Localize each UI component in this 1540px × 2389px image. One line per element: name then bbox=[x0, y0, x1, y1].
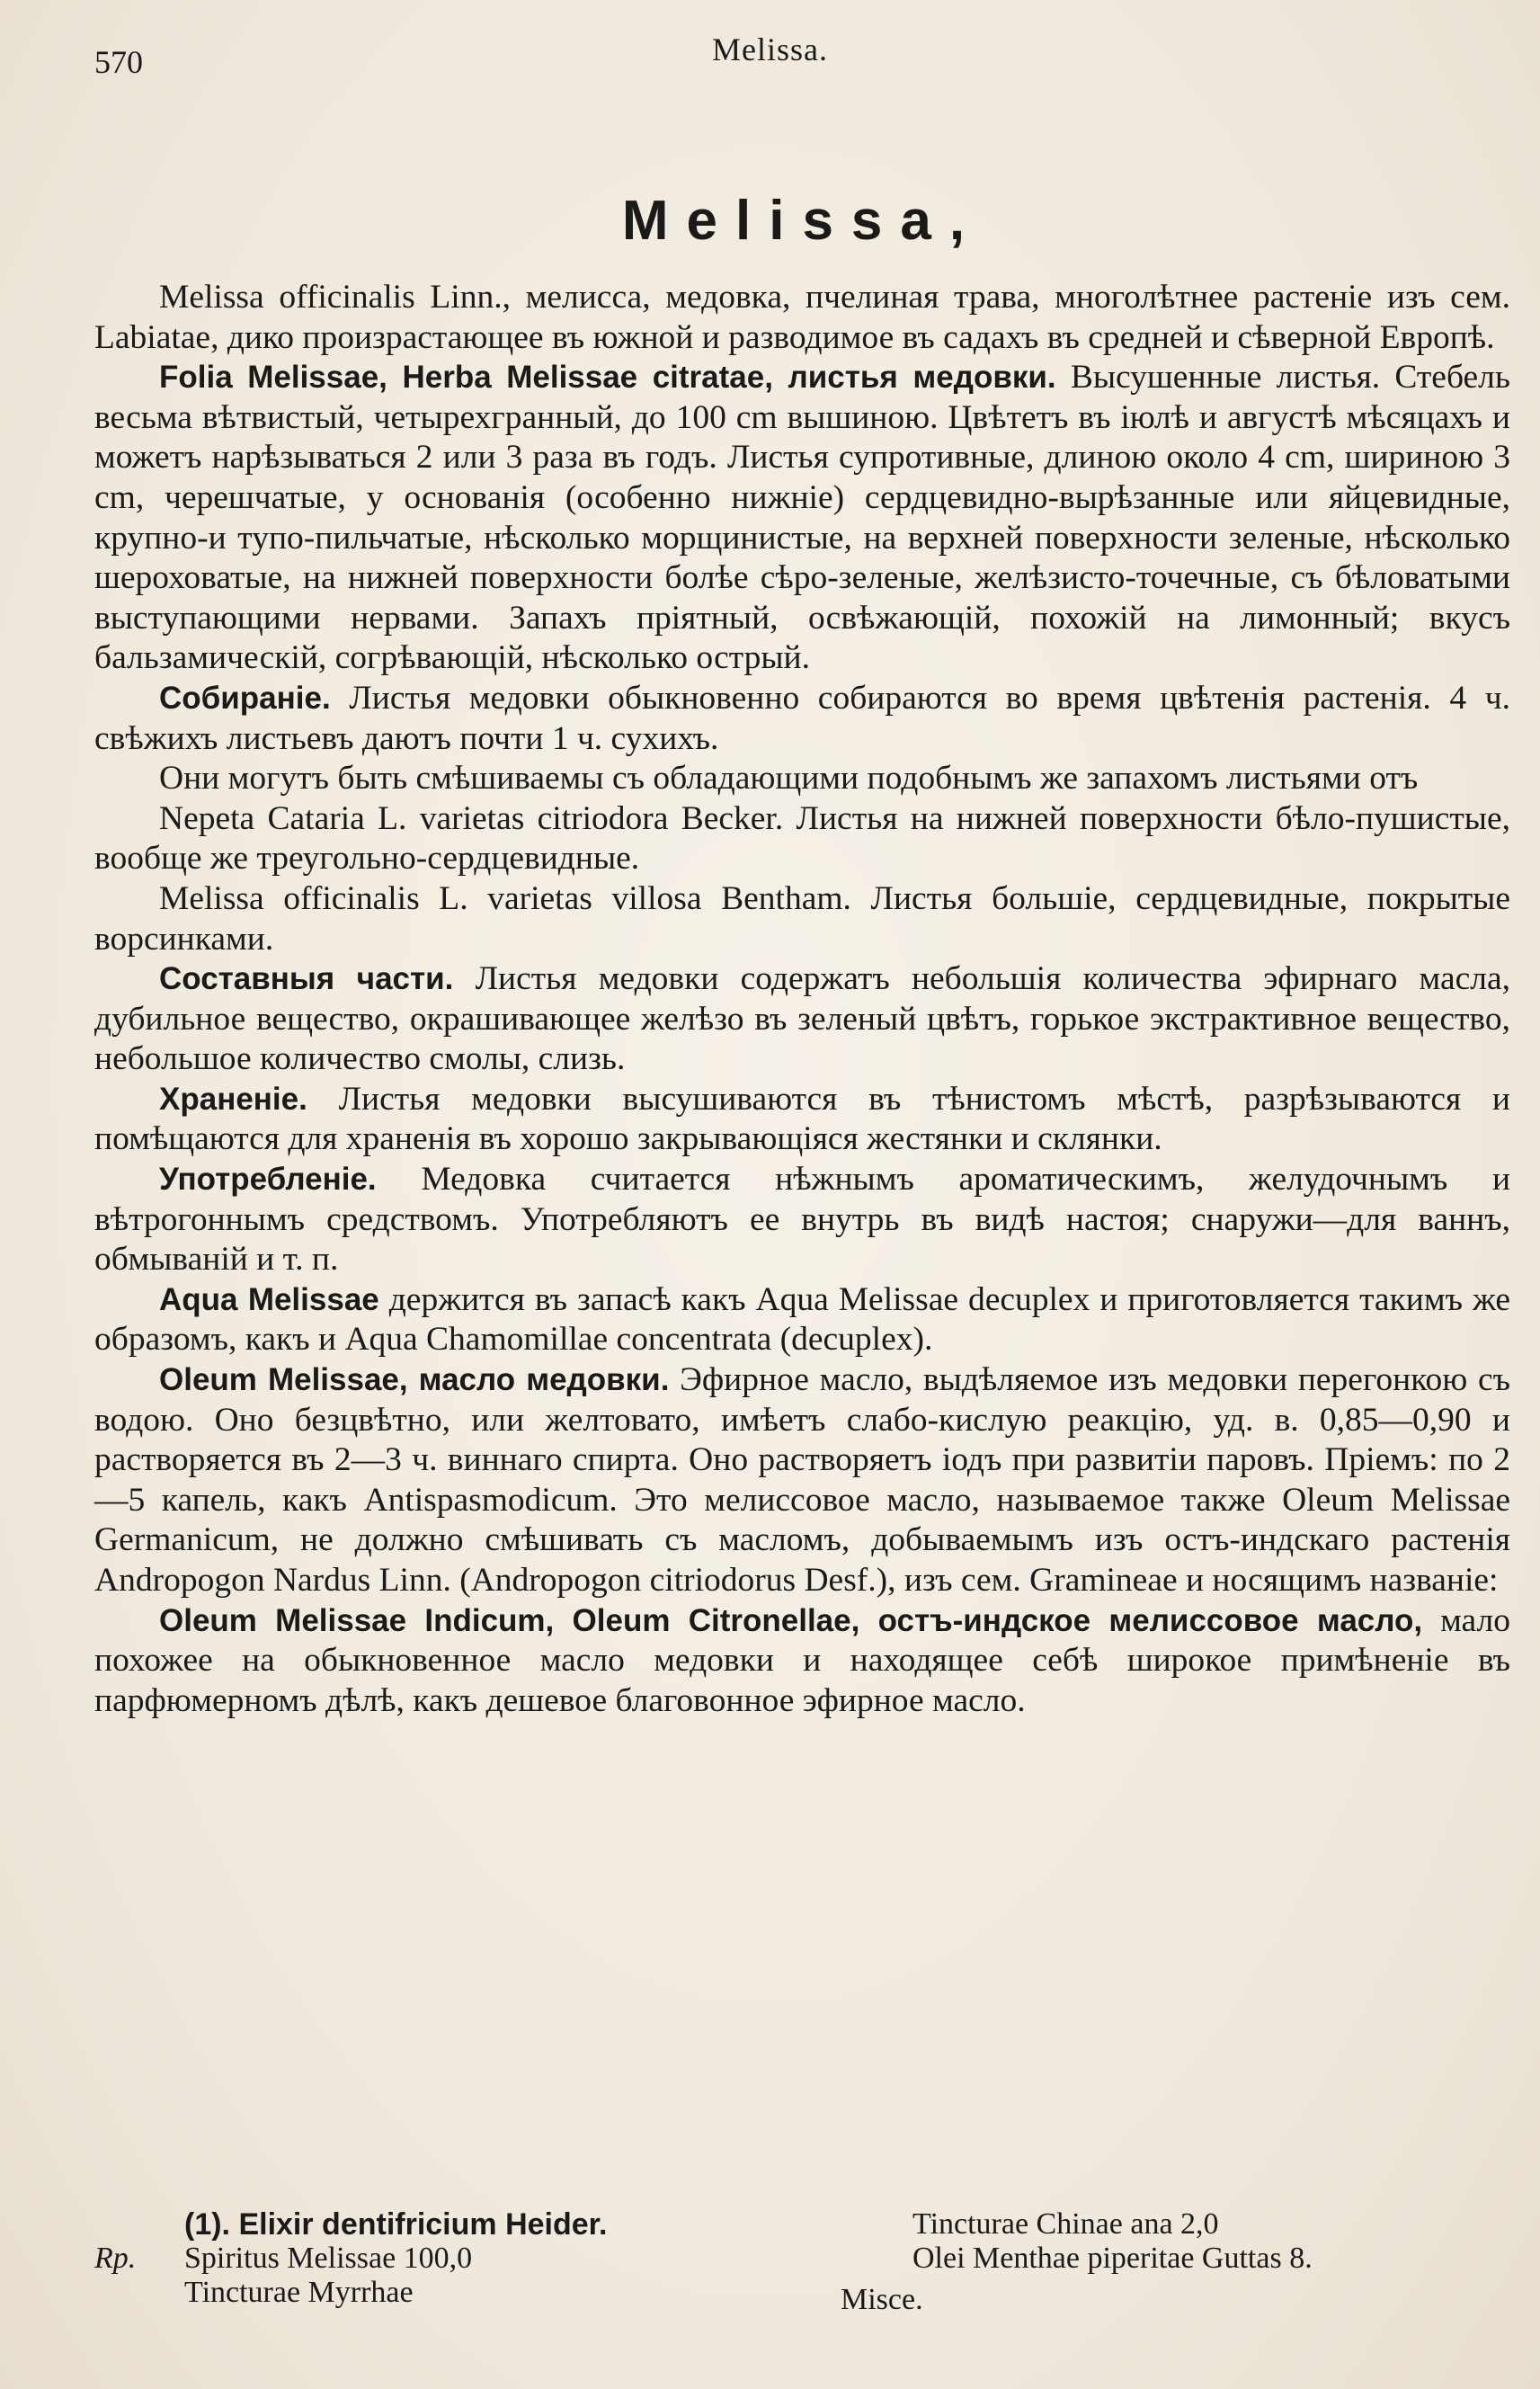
recipe-ingredient: Spiritus Melissae 100,0 bbox=[184, 2242, 473, 2275]
paragraph-text: Эфирное масло, выдѣляемое изъ медовки перегонкою съ водою. Оно безцвѣтно, или желтовато, имѣетъ слабо-кислую реакцію, уд. в. 0,85—0,90 и растворяется въ 2—3 ч. виннаго спирта. Оно растворяетъ іодъ при развитіи паровъ. Пріемъ: по 2—5 капель, какъ Antispasmodicum. Это мелиссовое масло, называемое также Oleum Melissae Germanicum, не должно смѣшивать съ масломъ, добываемымъ изъ остъ-индскаго растенія Andropogon Nardus Linn. (Andropogon citriodorus Desf.), изъ сем. Gramineae и носящимъ названіе: bbox=[94, 1361, 1511, 1599]
paragraph-text: Листья медовки обыкновенно собираются во время цвѣтенія растенія. 4 ч. свѣжихъ листьевъ даютъ почти 1 ч. сухихъ. bbox=[94, 679, 1510, 757]
paragraph-lead: Употребленіе. bbox=[159, 1162, 377, 1198]
recipe-ingredient: Tincturae Chinae ana 2,0 bbox=[912, 2207, 1219, 2241]
paragraph-oleum-indicum bbox=[94, 1601, 1510, 1722]
paragraph-nepeta bbox=[94, 799, 1510, 879]
paragraph-text: мало похожее на обыкновенное масло медовки и находящее себѣ широкое примѣненіе въ парфюмерномъ дѣлѣ, какъ дешевое благовонное эфирное масло. bbox=[94, 1601, 1510, 1719]
rp-label: Rp. bbox=[94, 2242, 137, 2275]
paragraph-constituents bbox=[94, 959, 1510, 1080]
paragraph-text: Они могутъ быть смѣшиваемы съ обладающими подобнымъ же запахомъ листьями отъ bbox=[159, 760, 1419, 798]
paragraph-intro bbox=[94, 278, 1510, 358]
paragraph-text: Листья медовки высушиваются въ тѣнистомъ мѣстѣ, разрѣзываются и помѣщаются для храненія въ хорошо закрывающіяся жестянки и склянки. bbox=[94, 1080, 1510, 1158]
paragraph-lead: Oleum Melissae, масло медовки. bbox=[159, 1362, 670, 1398]
paragraph-aqua bbox=[94, 1280, 1510, 1360]
recipe-misce: Misce. bbox=[841, 2283, 923, 2316]
recipe-footnote bbox=[94, 2207, 1510, 2324]
paragraph-confusion bbox=[94, 759, 1510, 799]
article-title: Melissa, bbox=[621, 190, 984, 252]
recipe-ingredient: Tincturae Myrrhae bbox=[184, 2276, 414, 2309]
paragraph-lead: Aqua Melissae bbox=[159, 1281, 379, 1317]
paragraph-text: Листья медовки содержатъ небольшія количества эфирнаго масла, дубильное вещество, окрашивающее желѣзо въ зеленый цвѣтъ, горькое экстрактивное вещество, небольшое количество смолы, слизь. bbox=[94, 960, 1511, 1078]
paragraph-collection bbox=[94, 679, 1510, 759]
paragraph-lead: Храненіе. bbox=[159, 1081, 307, 1117]
paragraph-text: Медовка считается нѣжнымъ ароматическимъ, желудочнымъ и вѣтрогоннымъ средствомъ. Употребляютъ ее внутрь въ видѣ настоя; снаружи—для ваннъ, обмываній и т. п. bbox=[94, 1161, 1511, 1279]
paragraph-lead: Собираніе. bbox=[159, 680, 331, 716]
paragraph-text: Melissa officinalis Linn., мелисса, медовка, пчелиная трава, многолѣтнее растеніе изъ сем. Labiatae, дико произрастающее въ южной и разводимое въ садахъ въ средней и сѣверной Европѣ. bbox=[94, 279, 1510, 356]
paragraph-text: держится въ запасѣ какъ Aqua Melissae decuplex и приготовляется такимъ же образомъ, какъ и Aqua Chamomillae concentrata (decuplex). bbox=[94, 1280, 1511, 1359]
paragraph-lead: Oleum Melissae Indicum, Oleum Citronellae, остъ-индское мелиссовое масло, bbox=[159, 1602, 1423, 1638]
paragraph-usage bbox=[94, 1160, 1510, 1280]
paragraph-villosa bbox=[94, 879, 1510, 959]
page-number: 570 bbox=[94, 44, 143, 80]
paragraph-text: Melissa officinalis L. varietas villosa Bentham. Листья большіе, сердцевидные, покрытые ворсинками. bbox=[94, 879, 1510, 958]
paragraph-folia bbox=[94, 358, 1510, 679]
running-head-title: Melissa. bbox=[712, 31, 828, 67]
recipe-title: (1). Elixir dentifricium Heider. bbox=[184, 2207, 608, 2242]
paragraph-lead: Составныя части. bbox=[159, 961, 454, 997]
paragraph-lead: Folia Melissae, Herba Melissae citratae, листья медовки. bbox=[159, 360, 1056, 396]
paragraph-oleum bbox=[94, 1360, 1510, 1601]
running-head bbox=[0, 27, 1540, 80]
paragraph-storage bbox=[94, 1080, 1510, 1160]
recipe-ingredient: Olei Menthae piperitae Guttas 8. bbox=[912, 2242, 1313, 2275]
paragraph-text: Высушенные листья. Стебель весьма вѣтвистый, четырехгранный, до 100 cm вышиною. Цвѣтетъ въ іюлѣ и августѣ мѣсяцахъ и можетъ нарѣзываться 2 или 3 раза въ годъ. Листья супротивные, длиною около 4 cm, шириною 3 cm, черешчатые, у основанія (особенно нижніе) сердцевидно-вырѣзанные или яйцевидные, крупно-и тупо-пильчатые, нѣсколько морщинистые, на верхней поверхности зеленые, нѣсколько шероховатые, на нижней поверхности болѣе сѣро-зеленые, желѣзисто-точечные, съ бѣловатыми выступающими нервами. Запахъ пріятный, освѣжающій, похожій на лимонный; вкусъ бальзамическій, согрѣвающій, нѣсколько острый. bbox=[94, 359, 1510, 677]
paragraph-text: Nepeta Cataria L. varietas citriodora Becker. Листья на нижней поверхности бѣло-пушистые, вообще же треугольно-сердцевидные. bbox=[94, 799, 1510, 878]
article-body bbox=[94, 189, 1510, 1721]
